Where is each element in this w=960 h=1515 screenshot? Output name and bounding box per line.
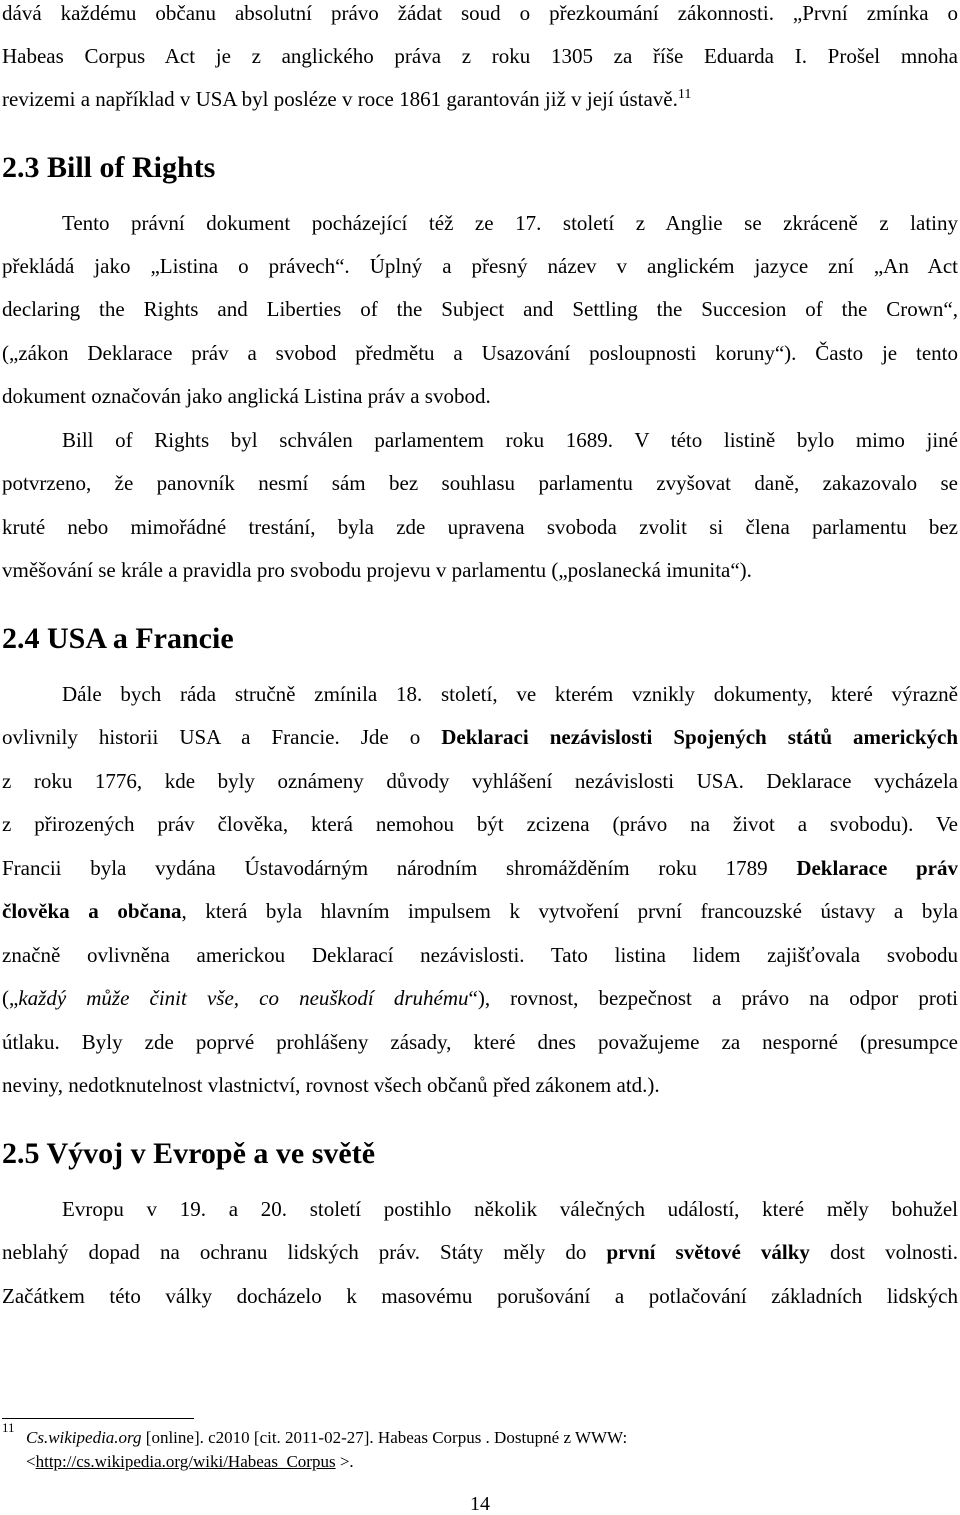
paragraph-line: značně ovlivněna americkou Deklarací nezávislosti. Tato listina lidem zajišťovala svobodu [2, 943, 958, 967]
footnote-rest: [online]. c2010 [cit. 2011-02-27]. Habeas Corpus . Dostupné z WWW: [141, 1428, 628, 1447]
paragraph-line [2, 898, 958, 924]
line-text: dost volnosti. [809, 1240, 958, 1264]
line-text: “), rovnost, bezpečnost a právo na odpor proti [468, 986, 958, 1010]
paragraph-line: dává každému občanu absolutní právo žádat soud o přezkoumání zákonnosti. „První zmínka o [2, 1, 958, 25]
paragraph-line: declaring the Rights and Liberties of the Subject and Settling the Succesion of the Crown“, [2, 297, 958, 321]
paragraph-line: neviny, nedotknutelnost vlastnictví, rovnost všech občanů před zákonem atd.). [2, 1073, 660, 1097]
paragraph-line [2, 724, 958, 750]
footnote-link[interactable]: http://cs.wikipedia.org/wiki/Habeas_Corpus [35, 1452, 336, 1471]
section-heading: 2.5 Vývoj v Evropě a ve světě [2, 1137, 376, 1170]
footnote-url-line [26, 1451, 354, 1473]
paragraph-line: Habeas Corpus Act je z anglického práva z roku 1305 za říše Eduarda I. Prošel mnoha [2, 44, 958, 68]
paragraph-line: Dále bych ráda stručně zmínila 18. století, ve kterém vznikly dokumenty, které výrazně [62, 682, 958, 706]
paragraph-line: Bill of Rights byl schválen parlamentem roku 1689. V této listině bylo mimo jiné [62, 428, 958, 452]
line-text: neblahý dopad na ochranu lidských práv. Státy měly do [2, 1240, 607, 1264]
bold-term: Deklaraci nezávislosti Spojených států amerických [441, 725, 959, 749]
paragraph-line [2, 86, 958, 112]
paragraph-line: z přirozených práv člověka, která nemohou být zcizena (právo na život a svobodu). Ve [2, 812, 958, 836]
section-heading: 2.3 Bill of Rights [2, 151, 216, 184]
paragraph-line: z roku 1776, kde byly oznámeny důvody vyhlášení nezávislosti USA. Deklarace vycházela [2, 769, 958, 793]
bold-term: člověka a občana [2, 899, 182, 923]
paragraph-line: dokument označován jako anglická Listina práv a svobod. [2, 384, 491, 408]
paragraph-line: útlaku. Byly zde poprvé prohlášeny zásady, které dnes považujeme za nesporné (presumpce [2, 1030, 958, 1054]
paragraph-line: („zákon Deklarace práv a svobod předmětu a Usazování posloupnosti koruny“). Často je tento [2, 341, 958, 365]
paragraph-line: Tento právní dokument pocházející též ze 17. století z Anglie se zkráceně z latiny [62, 211, 958, 235]
footnote-text [26, 1427, 627, 1449]
footnote-site: Cs.wikipedia.org [26, 1428, 142, 1447]
paragraph-line: Evropu v 19. a 20. století postihlo několik válečných událostí, které měly bohužel [62, 1197, 958, 1221]
paragraph-line: vměšování se krále a pravidla pro svobodu projevu v parlamentu („poslanecká imunita“). [2, 558, 752, 582]
paragraph-line: Začátkem této války docházelo k masovému porušování a potlačování základních lidských [2, 1284, 958, 1308]
paragraph-line [2, 985, 958, 1011]
paragraph-line [2, 1239, 958, 1265]
paragraph-line [2, 855, 958, 881]
footnote-separator [2, 1418, 194, 1419]
bracket-open: < [26, 1452, 36, 1471]
page-number: 14 [470, 1493, 490, 1515]
footnote-number: 11 [2, 1420, 15, 1435]
line-text: revizemi a například v USA byl posléze v roce 1861 garantován již v její ústavě. [2, 87, 678, 111]
paragraph-line: potvrzeno, že panovník nesmí sám bez souhlasu parlamentu zvyšovat daně, zakazovalo se [2, 471, 958, 495]
italic-quote: každý může činit vše, co neuškodí druhému [18, 986, 469, 1010]
line-text: , která byla hlavním impulsem k vytvoření první francouzské ústavy a byla [181, 899, 958, 923]
line-text: („ [2, 986, 19, 1010]
line-text: ovlivnily historii USA a Francie. Jde o [2, 725, 442, 749]
footnote-reference[interactable]: 11 [677, 87, 692, 102]
line-text: Francii byla vydána Ústavodárným národním shromážděním roku 1789 [2, 856, 797, 880]
paragraph-line: překládá jako „Listina o právech“. Úplný a přesný název v anglickém jazyce zní „An Act [2, 254, 958, 278]
bracket-close: >. [335, 1452, 354, 1471]
section-heading: 2.4 USA a Francie [2, 622, 234, 655]
bold-term: první světové války [606, 1240, 810, 1264]
bold-term: Deklarace práv [796, 856, 958, 880]
paragraph-line: kruté nebo mimořádné trestání, byla zde upravena svoboda zvolit si člena parlamentu bez [2, 515, 958, 539]
